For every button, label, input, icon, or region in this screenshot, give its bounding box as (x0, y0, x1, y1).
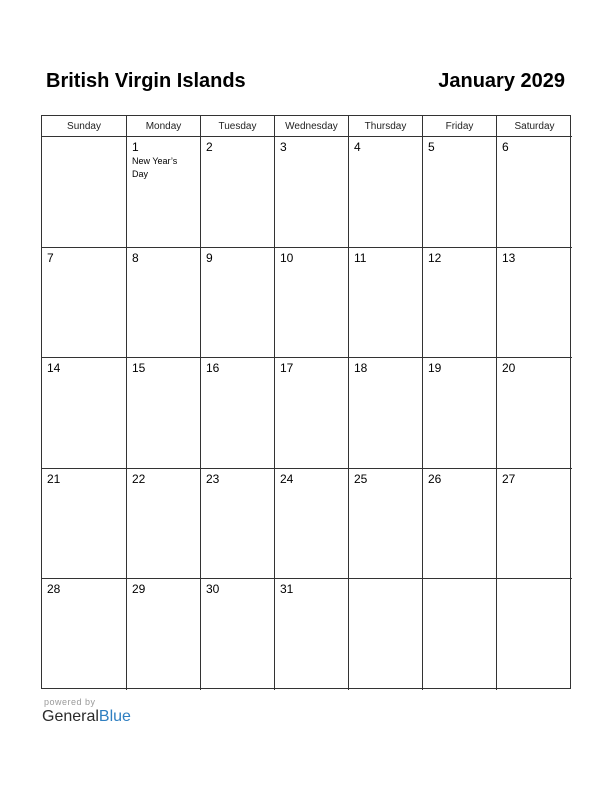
day-cell (42, 579, 127, 690)
day-number: 18 (354, 361, 368, 375)
day-cell (349, 469, 423, 579)
day-number: 28 (47, 582, 61, 596)
holiday-label: New Year’s Day (132, 156, 178, 179)
day-number: 20 (502, 361, 516, 375)
calendar-month-title: January 2029 (438, 70, 565, 92)
day-cell (201, 469, 275, 579)
day-number: 11 (354, 251, 367, 265)
day-cell (349, 137, 423, 248)
day-cell (349, 579, 423, 690)
day-cell (127, 248, 201, 358)
day-number: 22 (132, 472, 146, 486)
logo-text-general: General (42, 708, 99, 725)
day-cell (42, 469, 127, 579)
weekday-header-friday: Friday (423, 116, 497, 137)
day-cell (497, 248, 572, 358)
day-number: 1 (132, 140, 139, 154)
day-number: 9 (206, 251, 213, 265)
day-number: 14 (47, 361, 61, 375)
generalblue-logo (42, 708, 131, 726)
day-number: 7 (47, 251, 54, 265)
day-number: 2 (206, 140, 213, 154)
day-cell (423, 358, 497, 469)
weekday-header-sunday: Sunday (42, 116, 127, 137)
day-cell (42, 358, 127, 469)
day-cell (349, 358, 423, 469)
day-cell (423, 248, 497, 358)
day-number: 15 (132, 361, 146, 375)
day-cell (127, 358, 201, 469)
day-cell (201, 248, 275, 358)
logo-text-blue: Blue (98, 708, 131, 725)
day-number: 19 (428, 361, 442, 375)
day-number: 17 (280, 361, 294, 375)
calendar-country-title: British Virgin Islands (46, 70, 246, 92)
day-cell (42, 248, 127, 358)
day-number: 16 (206, 361, 220, 375)
day-cell (201, 358, 275, 469)
day-number: 12 (428, 251, 442, 265)
day-number: 29 (132, 582, 146, 596)
day-cell (275, 358, 349, 469)
day-number: 10 (280, 251, 294, 265)
day-number: 27 (502, 472, 516, 486)
day-number: 30 (206, 582, 220, 596)
weekday-header-wednesday: Wednesday (275, 116, 349, 137)
day-cell (275, 137, 349, 248)
day-number: 6 (502, 140, 509, 154)
day-cell (423, 137, 497, 248)
day-cell (423, 469, 497, 579)
day-cell (497, 469, 572, 579)
day-number: 4 (354, 140, 361, 154)
weekday-header-saturday: Saturday (497, 116, 572, 137)
weekday-header-tuesday: Tuesday (201, 116, 275, 137)
day-number: 3 (280, 140, 287, 154)
day-number: 21 (47, 472, 61, 486)
day-cell (275, 579, 349, 690)
weekday-header-monday: Monday (127, 116, 201, 137)
day-cell (497, 358, 572, 469)
day-number: 13 (502, 251, 516, 265)
day-cell (497, 579, 572, 690)
day-cell (201, 579, 275, 690)
day-number: 24 (280, 472, 294, 486)
powered-by-label: powered by (44, 697, 96, 707)
calendar-grid (41, 115, 571, 689)
day-number: 8 (132, 251, 139, 265)
weekday-header-thursday: Thursday (349, 116, 423, 137)
day-cell (275, 469, 349, 579)
day-number: 25 (354, 472, 368, 486)
day-cell (275, 248, 349, 358)
day-cell (127, 469, 201, 579)
day-number: 5 (428, 140, 435, 154)
day-cell (423, 579, 497, 690)
day-cell (497, 137, 572, 248)
day-number: 23 (206, 472, 220, 486)
day-cell (201, 137, 275, 248)
day-cell (42, 137, 127, 248)
day-number: 31 (280, 582, 294, 596)
day-number: 26 (428, 472, 442, 486)
day-cell (127, 579, 201, 690)
day-cell (349, 248, 423, 358)
day-cell (127, 137, 201, 248)
